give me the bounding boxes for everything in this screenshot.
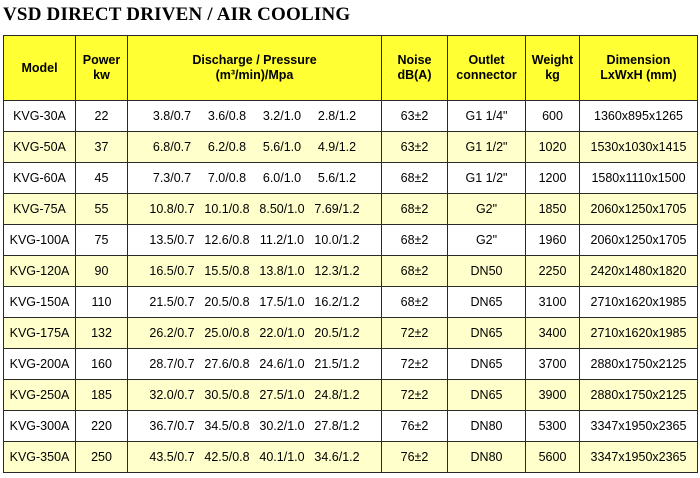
- discharge-value: 13.8/1.0: [259, 264, 305, 278]
- cell-model: KVG-250A: [4, 380, 76, 411]
- cell-weight: 600: [526, 101, 580, 132]
- discharge-value: 26.2/0.7: [149, 326, 195, 340]
- discharge-value: 7.3/0.7: [152, 171, 192, 185]
- discharge-value: 7.0/0.8: [207, 171, 247, 185]
- cell-dimension: 3347x1950x2365: [580, 411, 698, 442]
- cell-dimension: 2710x1620x1985: [580, 318, 698, 349]
- discharge-value: 15.5/0.8: [204, 264, 250, 278]
- discharge-value: 30.5/0.8: [204, 388, 250, 402]
- discharge-value: 21.5/0.7: [149, 295, 195, 309]
- cell-discharge: [128, 411, 382, 442]
- cell-dimension: 2420x1480x1820: [580, 256, 698, 287]
- cell-weight: 3100: [526, 287, 580, 318]
- discharge-value: 10.0/1.2: [314, 233, 360, 247]
- cell-discharge: [128, 349, 382, 380]
- cell-model: KVG-200A: [4, 349, 76, 380]
- discharge-value: 28.7/0.7: [149, 357, 195, 371]
- header-outlet: Outlet connector: [448, 36, 526, 101]
- cell-power: 160: [76, 349, 128, 380]
- table-row: [4, 411, 698, 442]
- table-row: [4, 101, 698, 132]
- cell-model: KVG-50A: [4, 132, 76, 163]
- cell-noise: 63±2: [382, 132, 448, 163]
- cell-power: 45: [76, 163, 128, 194]
- cell-weight: 1020: [526, 132, 580, 163]
- cell-discharge: [128, 318, 382, 349]
- discharge-value: 22.0/1.0: [259, 326, 305, 340]
- cell-discharge: [128, 287, 382, 318]
- discharge-value: 30.2/1.0: [259, 419, 305, 433]
- table-row: [4, 225, 698, 256]
- cell-model: KVG-150A: [4, 287, 76, 318]
- cell-model: KVG-100A: [4, 225, 76, 256]
- discharge-value: 7.69/1.2: [314, 202, 360, 216]
- cell-model: KVG-300A: [4, 411, 76, 442]
- discharge-value: 16.2/1.2: [314, 295, 360, 309]
- table-row: [4, 256, 698, 287]
- cell-dimension: 1580x1110x1500: [580, 163, 698, 194]
- cell-power: 132: [76, 318, 128, 349]
- cell-outlet: DN65: [448, 318, 526, 349]
- cell-noise: 76±2: [382, 442, 448, 473]
- cell-weight: 3400: [526, 318, 580, 349]
- cell-outlet: DN80: [448, 411, 526, 442]
- discharge-value: 12.3/1.2: [314, 264, 360, 278]
- table-row: [4, 194, 698, 225]
- discharge-value: 20.5/1.2: [314, 326, 360, 340]
- cell-outlet: DN65: [448, 380, 526, 411]
- discharge-value: 5.6/1.0: [262, 140, 302, 154]
- discharge-value: 6.2/0.8: [207, 140, 247, 154]
- discharge-value: 25.0/0.8: [204, 326, 250, 340]
- discharge-value: 3.8/0.7: [152, 109, 192, 123]
- header-noise: Noise dB(A): [382, 36, 448, 101]
- cell-discharge: [128, 225, 382, 256]
- spec-table: [3, 35, 698, 473]
- table-row: [4, 287, 698, 318]
- discharge-value: 11.2/1.0: [259, 233, 305, 247]
- cell-power: 110: [76, 287, 128, 318]
- discharge-value: 12.6/0.8: [204, 233, 250, 247]
- discharge-value: 43.5/0.7: [149, 450, 195, 464]
- cell-dimension: 3347x1950x2365: [580, 442, 698, 473]
- discharge-value: 32.0/0.7: [149, 388, 195, 402]
- discharge-value: 17.5/1.0: [259, 295, 305, 309]
- cell-weight: 2250: [526, 256, 580, 287]
- cell-model: KVG-75A: [4, 194, 76, 225]
- cell-dimension: 2060x1250x1705: [580, 225, 698, 256]
- cell-power: 220: [76, 411, 128, 442]
- discharge-value: 34.5/0.8: [204, 419, 250, 433]
- cell-dimension: 2880x1750x2125: [580, 380, 698, 411]
- discharge-value: 27.5/1.0: [259, 388, 305, 402]
- discharge-value: 34.6/1.2: [314, 450, 360, 464]
- cell-noise: 68±2: [382, 287, 448, 318]
- cell-power: 75: [76, 225, 128, 256]
- cell-weight: 1200: [526, 163, 580, 194]
- cell-dimension: 2880x1750x2125: [580, 349, 698, 380]
- cell-power: 22: [76, 101, 128, 132]
- discharge-value: 16.5/0.7: [149, 264, 195, 278]
- header-dimension: Dimension LxWxH (mm): [580, 36, 698, 101]
- discharge-value: 24.8/1.2: [314, 388, 360, 402]
- table-row: [4, 318, 698, 349]
- discharge-value: 27.6/0.8: [204, 357, 250, 371]
- discharge-value: 42.5/0.8: [204, 450, 250, 464]
- cell-power: 37: [76, 132, 128, 163]
- cell-model: KVG-60A: [4, 163, 76, 194]
- cell-discharge: [128, 194, 382, 225]
- discharge-value: 4.9/1.2: [317, 140, 357, 154]
- cell-power: 185: [76, 380, 128, 411]
- cell-outlet: G1 1/2": [448, 132, 526, 163]
- table-row: [4, 132, 698, 163]
- table-row: [4, 163, 698, 194]
- cell-power: 55: [76, 194, 128, 225]
- cell-weight: 1850: [526, 194, 580, 225]
- cell-weight: 5600: [526, 442, 580, 473]
- cell-noise: 72±2: [382, 380, 448, 411]
- cell-discharge: [128, 163, 382, 194]
- cell-model: KVG-175A: [4, 318, 76, 349]
- cell-noise: 63±2: [382, 101, 448, 132]
- cell-discharge: [128, 132, 382, 163]
- discharge-value: 3.6/0.8: [207, 109, 247, 123]
- header-weight: Weight kg: [526, 36, 580, 101]
- cell-outlet: DN50: [448, 256, 526, 287]
- cell-power: 250: [76, 442, 128, 473]
- cell-outlet: G2": [448, 225, 526, 256]
- cell-discharge: [128, 442, 382, 473]
- discharge-value: 10.8/0.7: [149, 202, 195, 216]
- page-title: VSD DIRECT DRIVEN / AIR COOLING: [3, 4, 351, 25]
- cell-dimension: 1530x1030x1415: [580, 132, 698, 163]
- cell-weight: 1960: [526, 225, 580, 256]
- cell-dimension: 1360x895x1265: [580, 101, 698, 132]
- cell-outlet: DN80: [448, 442, 526, 473]
- cell-discharge: [128, 380, 382, 411]
- discharge-value: 36.7/0.7: [149, 419, 195, 433]
- cell-power: 90: [76, 256, 128, 287]
- discharge-value: 3.2/1.0: [262, 109, 302, 123]
- cell-outlet: G1 1/4": [448, 101, 526, 132]
- cell-dimension: 2710x1620x1985: [580, 287, 698, 318]
- cell-noise: 68±2: [382, 194, 448, 225]
- cell-noise: 76±2: [382, 411, 448, 442]
- discharge-value: 6.8/0.7: [152, 140, 192, 154]
- discharge-value: 10.1/0.8: [204, 202, 250, 216]
- cell-outlet: G1 1/2": [448, 163, 526, 194]
- table-row: [4, 380, 698, 411]
- discharge-value: 8.50/1.0: [259, 202, 305, 216]
- discharge-value: 21.5/1.2: [314, 357, 360, 371]
- cell-outlet: DN65: [448, 349, 526, 380]
- cell-noise: 68±2: [382, 225, 448, 256]
- cell-outlet: G2": [448, 194, 526, 225]
- discharge-value: 40.1/1.0: [259, 450, 305, 464]
- cell-noise: 68±2: [382, 163, 448, 194]
- header-power: Power kw: [76, 36, 128, 101]
- cell-model: KVG-120A: [4, 256, 76, 287]
- header-model: Model: [4, 36, 76, 101]
- cell-weight: 3900: [526, 380, 580, 411]
- cell-outlet: DN65: [448, 287, 526, 318]
- table-row: [4, 349, 698, 380]
- discharge-value: 13.5/0.7: [149, 233, 195, 247]
- cell-noise: 68±2: [382, 256, 448, 287]
- discharge-value: 27.8/1.2: [314, 419, 360, 433]
- header-row: [4, 36, 698, 101]
- cell-discharge: [128, 101, 382, 132]
- discharge-value: 2.8/1.2: [317, 109, 357, 123]
- cell-discharge: [128, 256, 382, 287]
- table-row: [4, 442, 698, 473]
- cell-noise: 72±2: [382, 318, 448, 349]
- cell-noise: 72±2: [382, 349, 448, 380]
- discharge-value: 6.0/1.0: [262, 171, 302, 185]
- header-discharge: Discharge / Pressure (m³/min)/Mpa: [128, 36, 382, 101]
- discharge-value: 20.5/0.8: [204, 295, 250, 309]
- cell-dimension: 2060x1250x1705: [580, 194, 698, 225]
- cell-weight: 3700: [526, 349, 580, 380]
- cell-model: KVG-30A: [4, 101, 76, 132]
- cell-model: KVG-350A: [4, 442, 76, 473]
- discharge-value: 5.6/1.2: [317, 171, 357, 185]
- discharge-value: 24.6/1.0: [259, 357, 305, 371]
- cell-weight: 5300: [526, 411, 580, 442]
